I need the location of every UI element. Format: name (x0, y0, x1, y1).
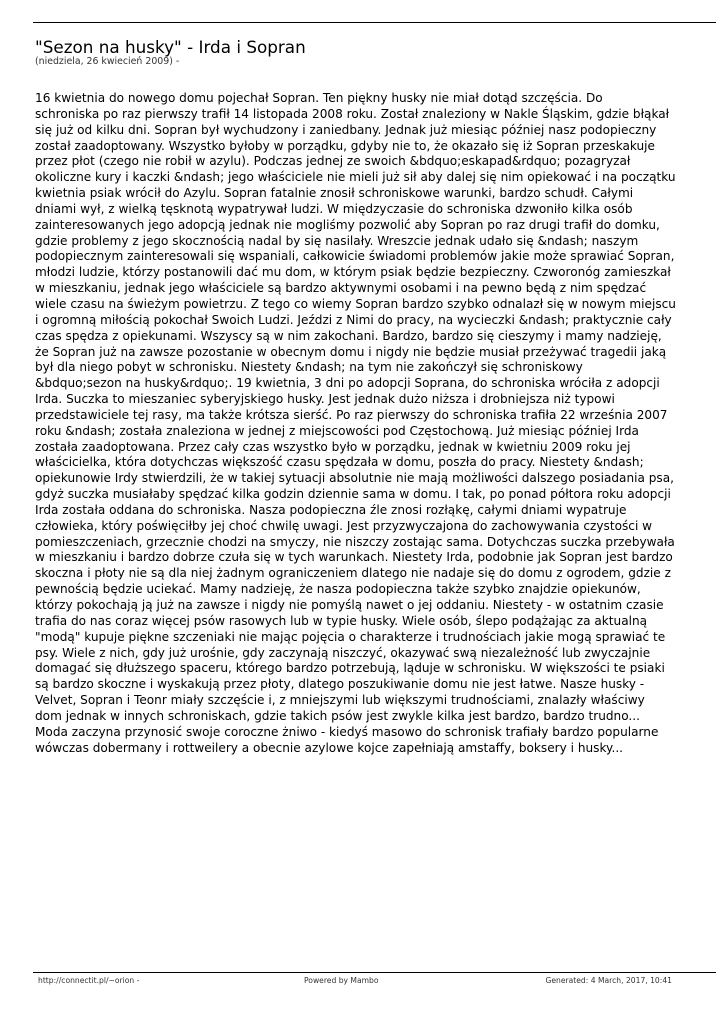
header-divider (33, 22, 716, 23)
article-date: (niedziela, 26 kwiecień 2009) - (35, 56, 180, 67)
footer-generated-date: Generated: 4 March, 2017, 10:41 (545, 976, 672, 985)
footer-powered-by: Powered by Mambo (304, 976, 379, 985)
article-body: 16 kwietnia do nowego domu pojechał Sopran. Ten piękny husky nie miał dotąd szczęścia. Do schroniska po raz pierwszy trafił 14 listopada 2008 roku. Został znaleziony w Nakle Śląskim, gdzie błąkał się już od kilku dni. Sopran był wychudzony i zaniedbany. Jednak już miesiąc później nasz podopieczny został zaadoptowany. Wszystko byłoby w porządku, gdyby nie to, że okazało się iż Sopran przeskakuje przez płot (czego nie robił w azylu). Podczas jednej ze swoich &bdquo;eskapad&rdquo; pozagryzał okoliczne kury i kaczki &ndash; jego właściciele nie mieli już sił aby dalej się nim opiekować i na początku kwietnia psiak wrócił do Azylu. Sopran fatalnie znosił schroniskowe warunki, bardzo schudł. Całymi dniami wył, z wielką tęsknotą wypatrywał ludzi. W międzyczasie do schroniska dzwoniło kilka osób zainteresowanych jego adopcją jednak nie mogliśmy pozwolić aby Sopran po raz drugi trafił do domku, gdzie problemy z jego skocznością nadal by się nasilały. Wreszcie jednak udało się &ndash; naszym podopiecznym zainteresowali się wspaniali, całkowicie świadomi problemów jakie może sprawiać Sopran, młodzi ludzie, którzy postanowili dać mu dom, w którym psiak będzie bezpieczny. Czworonóg zamieszkał w mieszkaniu, jednak jego właściciele są bardzo aktywnymi osobami i na pewno będą z nim spędzać wiele czasu na świeżym powietrzu. Z tego co wiemy Sopran bardzo szybko odnalazł się w nowym miejscu i ogromną miłością pokochał Swoich Ludzi. Jeździ z Nimi do pracy, na wycieczki &ndash; praktycznie cały czas spędza z opiekunami. Wszyscy są w nim zakochani. Bardzo, bardzo się cieszymy i mamy nadzieję, że Sopran już na zawsze pozostanie w obecnym domu i nigdy nie będzie musiał przeżywać tragedii jaką był dla niego pobyt w schronisku. Niestety &ndash; na tym nie zakończył się schroniskowy &bdquo;sezon na husky&rdquo;. 19 kwietnia, 3 dni po adopcji Soprana, do schroniska wróciła z adopcji Irda. Suczka to mieszaniec syberyjskiego husky. Jest jednak dużo niższa i drobniejsza niż typowi przedstawiciele tej rasy, ma także krótsza sierść. Po raz pierwszy do schroniska trafiła 22 września 2007 roku &ndash; została znaleziona w jednej z miejscowości pod Częstochową. Już miesiąc później Irda została zaadoptowana. Przez cały czas wszystko było w porządku, jednak w kwietniu 2009 roku jej właścicielka, która dotychczas większość czasu spędzała w domu, poszła do pracy. Niestety &ndash; opiekunowie Irdy stwierdzili, że w takiej sytuacji absolutnie nie mają możliwości dalszego posiadania psa, gdyż suczka musiałaby spędzać kilka godzin dziennie sama w domu. I tak, po ponad półtora roku adopcji Irda została oddana do schroniska. Nasza podopieczna źle znosi rozłąkę, całymi dniami wypatruje człowieka, który poświęciłby jej choć chwilę uwagi. Jest przyzwyczajona do zachowywania czystości w pomieszczeniach, grzecznie chodzi na smyczy, nie niszczy zostając sama. Dotychczas suczka przebywała w mieszkaniu i bardzo dobrze czuła się w tych warunkach. Niestety Irda, podobnie jak Sopran jest bardzo skoczna i płoty nie są dla niej żadnym ograniczeniem dlatego nie nadaje się do domu z ogrodem, gdzie z pewnością będzie uciekać. Mamy nadzieję, że nasza podopieczna także szybko znajdzie opiekunów, którzy pokochają ją już na zawsze i nigdy nie pomyślą nawet o jej oddaniu. Niestety - w ostatnim czasie trafia do nas coraz więcej psów rasowych lub w typie husky. Wiele osób, ślepo podążając za aktualną "modą" kupuje piękne szczeniaki nie mając pojęcia o charakterze i trudnościach jakie mogą sprawiać te psy. Wiele z nich, gdy już urośnie, gdy zaczynają niszczyć, okazywać swą niezależność lub zwyczajnie domagać się dłuższego spaceru, którego bardzo potrzebują, ląduje w schronisku. W większości te psiaki są bardzo skoczne i wyskakują przez płoty, dlatego poszukiwanie domu nie jest łatwe. Nasze husky - Velvet, Sopran i Teonr miały szczęście i, z mniejszymi lub większymi trudnościami, znalazły właściwy dom jednak w innych schroniskach, gdzie takich psów jest zwykle kilka jest bardzo, bardzo trudno... Moda zaczyna przynosić swoje coroczne żniwo - kiedyś masowo do schronisk trafiały bardzo popularne wówczas dobermany i rottweilery a obecnie azylowe kojce zapełniają amstaffy, boksery i husky... (35, 91, 676, 755)
footer-divider (33, 972, 716, 973)
article-title: "Sezon na husky" - Irda i Sopran (35, 37, 306, 57)
footer-url: http://connectit.pl/~orion - (38, 976, 140, 985)
